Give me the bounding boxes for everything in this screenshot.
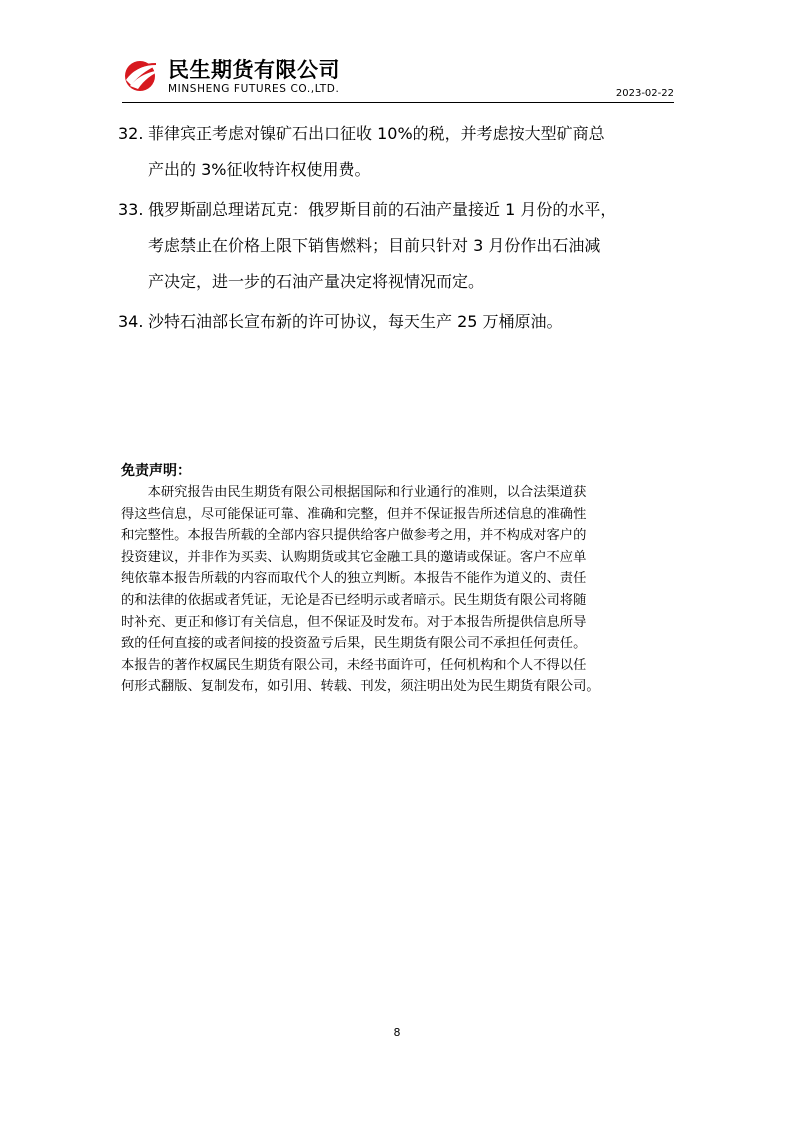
item-line	[118, 304, 678, 340]
item-line: 产决定，进一步的石油产量决定将视情况而定。	[148, 272, 485, 291]
disclaimer-line: 本研究报告由民生期货有限公司根据国际和行业通行的准则，以合法渠道获	[121, 485, 587, 500]
disclaimer	[121, 461, 677, 698]
report-date: 2023-02-22	[615, 88, 674, 99]
disclaimer-line: 本报告的著作权属民生期货有限公司，未经书面许可，任何机构和个人不得以任	[121, 657, 587, 673]
disclaimer-line: 投资建议，并非作为买卖、认购期货或其它金融工具的邀请或保证。客户不应单	[121, 549, 587, 565]
news-item-list	[118, 116, 678, 344]
item-number: 34.	[118, 312, 144, 331]
item-line: 产出的 3%征收特许权使用费。	[148, 160, 371, 179]
list-item	[118, 116, 678, 188]
page-number: 8	[393, 1026, 401, 1039]
item-text: 菲律宾正考虑对镍矿石出口征收 10%的税，并考虑按大型矿商总	[148, 124, 605, 143]
header-divider	[122, 102, 674, 103]
list-item	[118, 304, 678, 340]
list-item	[118, 192, 678, 300]
disclaimer-line: 的和法律的依据或者凭证，无论是否已经明示或者暗示。民生期货有限公司将随	[121, 592, 587, 608]
brand-name-en: MINSHENG FUTURES CO.,LTD.	[168, 83, 340, 95]
disclaimer-line: 何形式翻版、复制发布，如引用、转载、刊发，须注明出处为民生期货有限公司。	[121, 679, 600, 695]
item-number: 32.	[118, 124, 144, 143]
disclaimer-line: 致的任何直接的或者间接的投资盈亏后果，民生期货有限公司不承担任何责任。	[121, 636, 587, 652]
brand-name-cn: 民生期货有限公司	[168, 58, 340, 82]
disclaimer-title: 免责声明：	[121, 463, 191, 479]
minsheng-logo-icon	[122, 58, 162, 92]
disclaimer-line: 时补充、更正和修订有关信息，但不保证及时发布。对于本报告所提供信息所导	[121, 614, 587, 630]
disclaimer-line: 得这些信息，尽可能保证可靠、准确和完整，但并不保证报告所述信息的准确性	[121, 506, 587, 522]
disclaimer-line: 和完整性。本报告所载的全部内容只提供给客户做参考之用，并不构成对客户的	[121, 528, 587, 544]
item-text: 沙特石油部长宣布新的许可协议，每天生产 25 万桶原油。	[148, 312, 563, 331]
item-number: 33.	[118, 200, 144, 219]
disclaimer-line: 纯依靠本报告所载的内容而取代个人的独立判断。本报告不能作为道义的、责任	[121, 571, 587, 587]
item-line: 考虑禁止在价格上限下销售燃料；目前只针对 3 月份作出石油减	[148, 236, 601, 255]
item-line	[118, 116, 678, 152]
item-line	[118, 192, 678, 228]
page-header	[122, 52, 674, 104]
item-text: 俄罗斯副总理诺瓦克：俄罗斯目前的石油产量接近 1 月份的水平，	[148, 200, 617, 219]
